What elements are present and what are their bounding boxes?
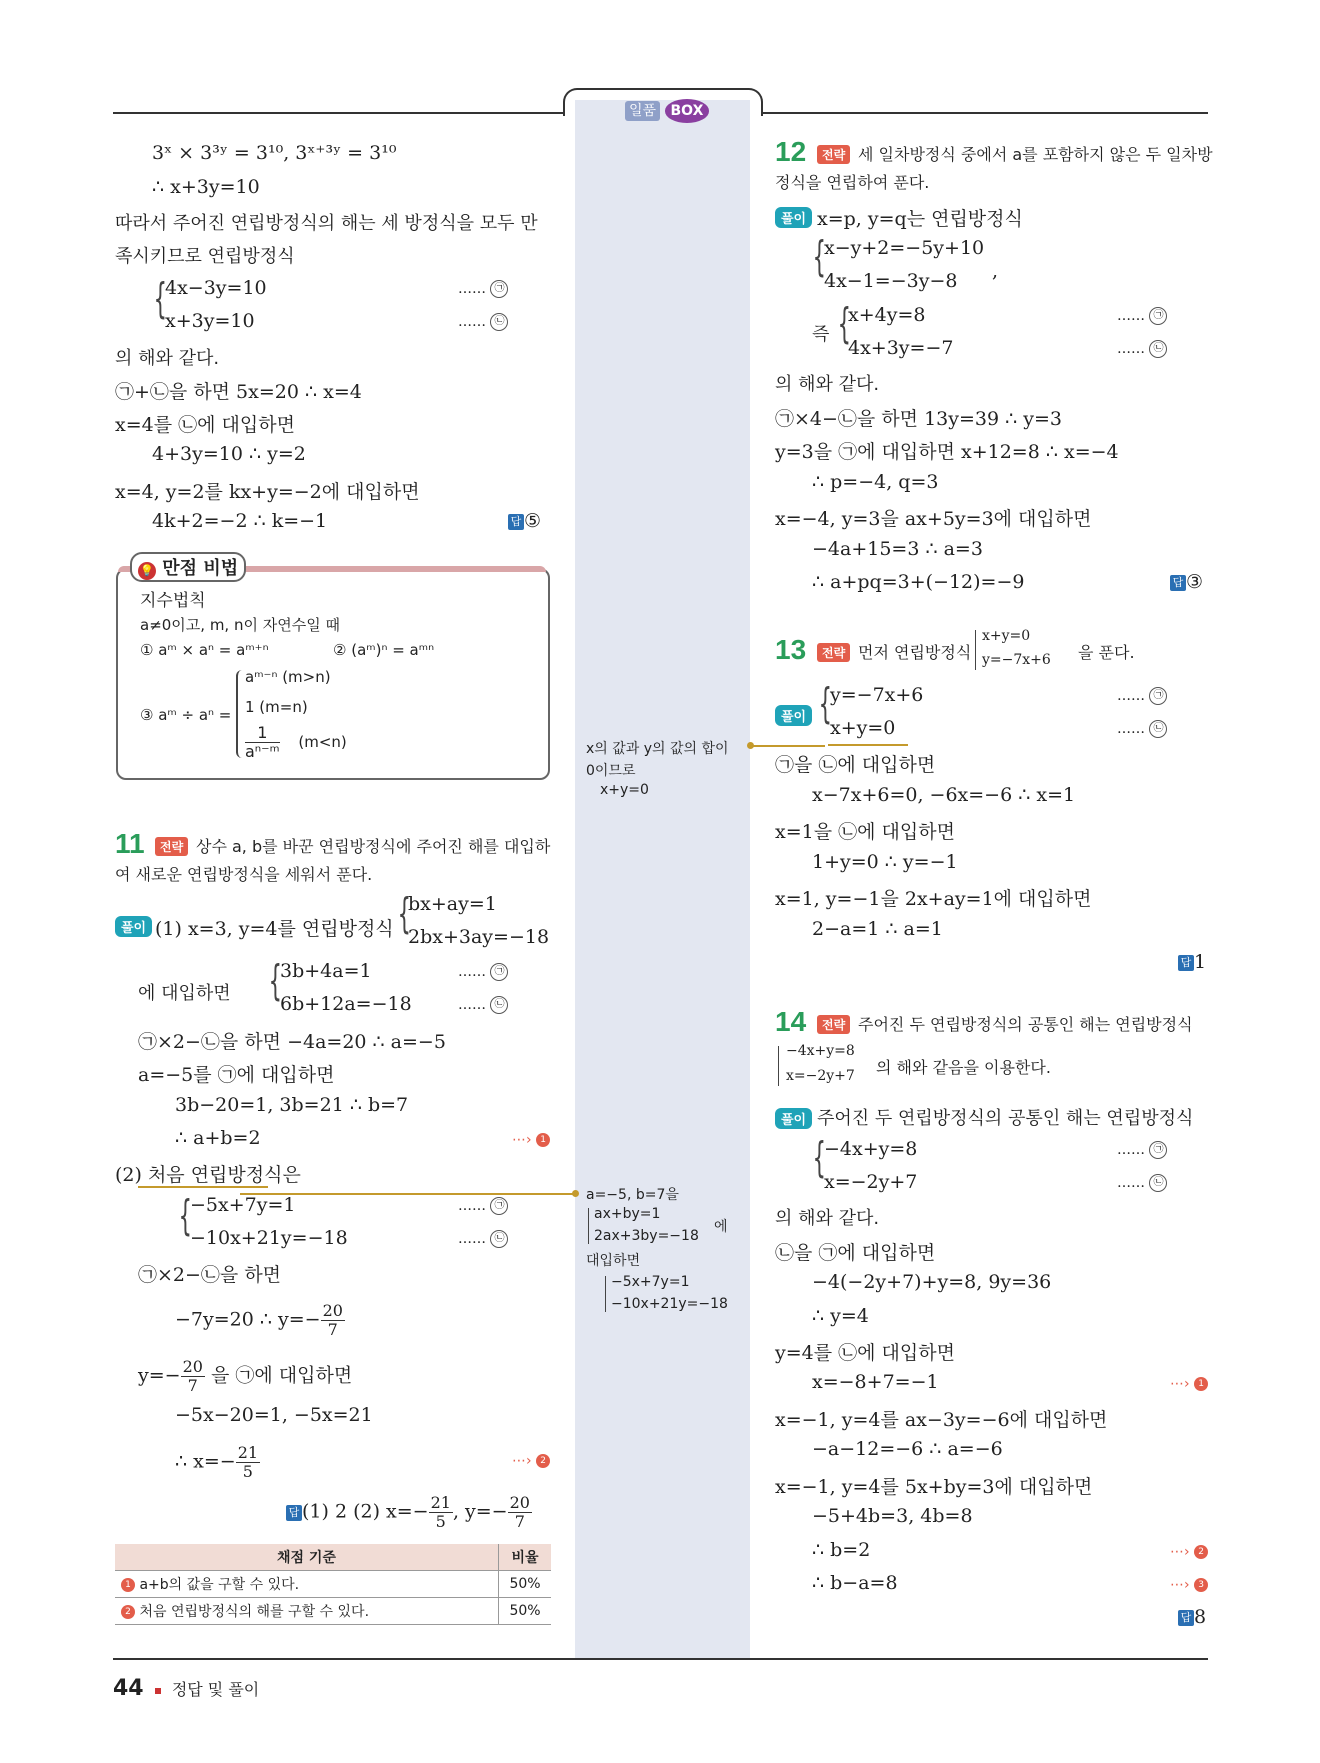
p11-s7: (2) 처음 연립방정식은 bbox=[115, 1164, 301, 1186]
left-line-5: 의 해와 같다. bbox=[115, 348, 220, 369]
strategy-tag-14: 전략 bbox=[817, 1015, 850, 1034]
p11-brace-b: { bbox=[268, 956, 283, 1005]
left-line-6: ㉠+㉡을 하면 5x=20 ∴ x=4 bbox=[115, 381, 362, 403]
grading-table bbox=[115, 1544, 551, 1625]
dots-5: …… ㉠ bbox=[458, 1197, 508, 1215]
brace-1: { bbox=[153, 274, 168, 323]
p11-s12: ∴ x=− $\frac{21}{5}$ bbox=[175, 1443, 259, 1481]
dots-9: …… ㉠ bbox=[1117, 687, 1167, 705]
mid-brace-1 bbox=[588, 1208, 593, 1244]
dots-2: …… ㉡ bbox=[458, 313, 508, 331]
tip-title: 💡 만점 비법 bbox=[130, 552, 246, 582]
p14-s13: ∴ b−a=8 bbox=[812, 1572, 898, 1594]
answer-icon: 답 bbox=[1178, 1610, 1194, 1626]
mid-note-2d2: −10x+21y=−18 bbox=[611, 1296, 728, 1312]
p11-line-1: 상수 a, b를 바꾼 연립방정식에 주어진 해를 대입하 bbox=[196, 837, 551, 856]
p14-s6: y=4를 ㉡에 대입하면 bbox=[775, 1342, 955, 1364]
answer-11: 답 (1) 2 (2) x=− $\frac{21}{5}$ , y=− $\frac{20}{7}$ bbox=[286, 1494, 532, 1531]
p13-brace: { bbox=[818, 679, 833, 728]
problem-13-number: 13 bbox=[775, 634, 807, 665]
solution-tag-11: 풀이 bbox=[115, 916, 152, 937]
p14-s9: −a−12=−6 ∴ a=−6 bbox=[812, 1438, 1003, 1460]
p13-sys1a: y=−7x+6 bbox=[830, 684, 924, 706]
p11-s11: −5x−20=1, −5x=21 bbox=[175, 1404, 373, 1426]
p11-sysA: bx+ay=1 bbox=[408, 893, 497, 915]
p14-mini-brace bbox=[778, 1046, 783, 1086]
grade-row-2: 2 처음 연립방정식의 해를 구할 수 있다. bbox=[115, 1598, 499, 1625]
p13-s6: 2−a=1 ∴ a=1 bbox=[812, 918, 943, 940]
p12-s1: x=p, y=q는 연립방정식 bbox=[817, 208, 1023, 230]
grade-row-1: 1 a+b의 값을 구할 수 있다. bbox=[115, 1571, 499, 1598]
p13-sa: x+y=0 bbox=[982, 628, 1031, 644]
p12-line-1: 세 일차방정식 중에서 a를 포함하지 않은 두 일차방 bbox=[858, 145, 1213, 164]
answer-12: 답 ③ bbox=[1170, 571, 1203, 593]
p14-s5: ∴ y=4 bbox=[812, 1305, 869, 1327]
marker-1: ⋯› 1 bbox=[512, 1132, 550, 1148]
p12-sysA: x−y+2=−5y+10 bbox=[824, 237, 985, 259]
p14-s2: 의 해와 같다. bbox=[775, 1208, 880, 1229]
p11-brace-a: { bbox=[397, 889, 412, 938]
mid-note-1b: 0이므로 bbox=[586, 763, 636, 779]
page-number: 44 bbox=[113, 1676, 144, 1701]
p11-s6: ∴ a+b=2 bbox=[175, 1127, 261, 1149]
footer-title: 정답 및 풀이 bbox=[171, 1680, 260, 1699]
p12-sys2b: 4x+3y=−7 bbox=[848, 337, 954, 359]
p11-s8: ㉠×2−㉡을 하면 bbox=[138, 1264, 282, 1286]
mid-note-2d1: −5x+7y=1 bbox=[611, 1274, 690, 1290]
strategy-tag-13: 전략 bbox=[817, 643, 850, 662]
sys1b: x+3y=10 bbox=[165, 310, 255, 332]
footer bbox=[113, 1676, 259, 1701]
footer-bullet bbox=[155, 1688, 161, 1694]
p14-s3: ㉡을 ㉠에 대입하면 bbox=[775, 1242, 936, 1264]
box-label bbox=[625, 100, 709, 120]
left-line-8: 4+3y=10 ∴ y=2 bbox=[152, 443, 306, 465]
solution-tag-13: 풀이 bbox=[775, 705, 812, 726]
p12-s2: 의 해와 같다. bbox=[775, 374, 880, 395]
dots-12: …… ㉡ bbox=[1117, 1174, 1167, 1192]
connector-2-dot bbox=[572, 1190, 579, 1197]
p14-s11: −5+4b=3, 4b=8 bbox=[812, 1505, 973, 1527]
p11-sys3b: −10x+21y=−18 bbox=[190, 1227, 348, 1249]
p14-line-1: 주어진 두 연립방정식의 공통인 해는 연립방정식 bbox=[858, 1015, 1193, 1034]
marker-2: ⋯› 2 bbox=[512, 1453, 550, 1469]
middle-column bbox=[575, 100, 750, 1658]
p13-s2: x−7x+6=0, −6x=−6 ∴ x=1 bbox=[812, 784, 1076, 806]
p12-brace-b: { bbox=[837, 299, 852, 348]
mid-note-2b3: 에 bbox=[714, 1219, 728, 1235]
marker-14-1: ⋯› 1 bbox=[1170, 1376, 1208, 1392]
answer-icon: 답 bbox=[286, 1505, 302, 1521]
marker-14-2: ⋯› 2 bbox=[1170, 1544, 1208, 1560]
mid-note-1a: x의 값과 y의 값의 합이 bbox=[586, 741, 729, 757]
p12-comma: , bbox=[992, 260, 999, 282]
solution-tag-12: 풀이 bbox=[775, 207, 812, 228]
tip-3a: aᵐ⁻ⁿ (m>n) bbox=[245, 668, 331, 686]
sys1a: 4x−3y=10 bbox=[165, 277, 267, 299]
problem-14-number: 14 bbox=[775, 1006, 807, 1037]
tip-1: a≠0이고, m, n이 자연수일 때 bbox=[140, 616, 340, 634]
p11-sys3a: −5x+7y=1 bbox=[190, 1194, 296, 1216]
strategy-tag-12: 전략 bbox=[817, 145, 850, 164]
mid-brace-2 bbox=[605, 1276, 610, 1312]
tip-2a: ① aᵐ × aⁿ = aᵐ⁺ⁿ bbox=[140, 641, 269, 659]
p13-sys1b: x+y=0 bbox=[830, 717, 896, 739]
answer-icon: 답 bbox=[1178, 955, 1194, 971]
connector-1 bbox=[750, 745, 825, 747]
p13-s1: ㉠을 ㉡에 대입하면 bbox=[775, 754, 936, 776]
p12-s5: ∴ p=−4, q=3 bbox=[812, 471, 939, 493]
p11-sysB: 2bx+3ay=−18 bbox=[408, 926, 550, 948]
left-line-3: 따라서 주어진 연립방정식의 해는 세 방정식을 모두 만 bbox=[115, 213, 538, 234]
dots-1: …… ㉠ bbox=[458, 280, 508, 298]
answer-10: 답 ⑤ bbox=[508, 510, 541, 532]
strategy-tag-11: 전략 bbox=[155, 837, 188, 856]
p12-sysB: 4x−1=−3y−8 bbox=[824, 270, 958, 292]
p11-brace-c: { bbox=[178, 1191, 193, 1240]
mid-note-1c: x+y=0 bbox=[600, 782, 649, 798]
p14-brace: { bbox=[812, 1133, 827, 1182]
tip-3b: 1 (m=n) bbox=[245, 698, 308, 716]
dots-6: …… ㉡ bbox=[458, 1230, 508, 1248]
p13-line-1: 먼저 연립방정식 bbox=[858, 643, 972, 662]
p11-s5: 3b−20=1, 3b=21 ∴ b=7 bbox=[175, 1094, 409, 1116]
p11-s1: (1) x=3, y=4를 연립방정식 bbox=[155, 918, 394, 940]
p12-j: 즉 bbox=[812, 324, 830, 345]
grade-header-ratio: 비율 bbox=[499, 1544, 552, 1571]
solution-tag-14: 풀이 bbox=[775, 1108, 812, 1129]
bulb-icon: 💡 bbox=[138, 562, 156, 580]
p13-s3: x=1을 ㉡에 대입하면 bbox=[775, 821, 955, 843]
footer-rule bbox=[113, 1658, 1208, 1660]
grade-row-1-ratio: 50% bbox=[499, 1571, 552, 1598]
left-line-2: ∴ x+3y=10 bbox=[152, 176, 260, 198]
tip-sub: 지수법칙 bbox=[140, 591, 206, 611]
grade-row-2-ratio: 50% bbox=[499, 1598, 552, 1625]
tip-3: ③ aᵐ ÷ aⁿ = bbox=[140, 706, 232, 724]
left-line-4: 족시키므로 연립방정식 bbox=[115, 246, 295, 267]
p14-s10: x=−1, y=4를 5x+by=3에 대입하면 bbox=[775, 1476, 1093, 1498]
box-label-a: 일품 bbox=[625, 101, 660, 121]
p13-s4: 1+y=0 ∴ y=−1 bbox=[812, 851, 958, 873]
p12-line-2: 정식을 연립하여 푼다. bbox=[775, 173, 930, 192]
p14-s4: −4(−2y+7)+y=8, 9y=36 bbox=[812, 1271, 1052, 1293]
left-line-10: 4k+2=−2 ∴ k=−1 bbox=[152, 510, 328, 532]
p14-sys1b: x=−2y+7 bbox=[824, 1171, 918, 1193]
p11-line-2: 여 새로운 연립방정식을 세워서 푼다. bbox=[115, 865, 373, 884]
p14-s1: 주어진 두 연립방정식의 공통인 해는 연립방정식 bbox=[817, 1108, 1194, 1129]
tip-3c-frac: $\frac{1}{\text{aⁿ⁻ᵐ}}$ bbox=[245, 723, 280, 761]
p14-line-2: 의 해와 같음을 이용한다. bbox=[876, 1058, 1051, 1077]
tip-3c: $\frac{1}{\text{aⁿ⁻ᵐ}}$ (m<n) bbox=[245, 723, 347, 761]
p11-underline bbox=[138, 1186, 268, 1188]
p14-sb: x=−2y+7 bbox=[786, 1068, 855, 1084]
p12-s4: y=3을 ㉠에 대입하면 x+12=8 ∴ x=−4 bbox=[775, 441, 1119, 463]
p11-s2: 에 대입하면 bbox=[138, 983, 231, 1004]
marker-14-3: ⋯› 3 bbox=[1170, 1577, 1208, 1593]
problem-11-number: 11 bbox=[115, 828, 145, 859]
p14-sa: −4x+y=8 bbox=[786, 1043, 855, 1059]
dots-8: …… ㉡ bbox=[1117, 340, 1167, 358]
left-line-7: x=4를 ㉡에 대입하면 bbox=[115, 414, 295, 436]
p11-s10: y=− $\frac{20}{7}$ 을 ㉠에 대입하면 bbox=[138, 1357, 353, 1395]
dots-7: …… ㉠ bbox=[1117, 307, 1167, 325]
p11-s3: ㉠×2−㉡을 하면 −4a=20 ∴ a=−5 bbox=[138, 1031, 446, 1053]
p13-underline bbox=[828, 744, 908, 746]
answer-icon: 답 bbox=[1170, 575, 1186, 591]
p11-s9: −7y=20 ∴ y=− $\frac{20}{7}$ bbox=[175, 1301, 343, 1339]
mid-note-2b2: 2ax+3by=−18 bbox=[594, 1228, 699, 1244]
p13-sb: y=−7x+6 bbox=[982, 652, 1051, 668]
p14-s7: x=−8+7=−1 bbox=[812, 1371, 939, 1393]
p13-s5: x=1, y=−1을 2x+ay=1에 대입하면 bbox=[775, 888, 1092, 910]
p12-s7: −4a+15=3 ∴ a=3 bbox=[812, 538, 983, 560]
p14-sys1a: −4x+y=8 bbox=[824, 1138, 918, 1160]
mid-note-2a: a=−5, b=7을 bbox=[586, 1187, 679, 1203]
p11-sys2b: 6b+12a=−18 bbox=[280, 993, 412, 1015]
p12-s6: x=−4, y=3을 ax+5y=3에 대입하면 bbox=[775, 508, 1092, 530]
dots-10: …… ㉡ bbox=[1117, 720, 1167, 738]
tip-brace bbox=[236, 670, 244, 758]
box-label-b: BOX bbox=[665, 99, 710, 123]
left-line-9: x=4, y=2를 kx+y=−2에 대입하면 bbox=[115, 481, 420, 503]
connector-1-dot bbox=[747, 742, 754, 749]
dots-4: …… ㉡ bbox=[458, 996, 508, 1014]
p13-line-2: 을 푼다. bbox=[1078, 643, 1135, 662]
problem-12-number: 12 bbox=[775, 136, 807, 167]
answer-14: 답 8 bbox=[1178, 1606, 1206, 1628]
tip-2b: ② (aᵐ)ⁿ = aᵐⁿ bbox=[333, 641, 435, 659]
dots-11: …… ㉠ bbox=[1117, 1141, 1167, 1159]
mid-note-2b1: ax+by=1 bbox=[594, 1206, 661, 1222]
left-line-1: 3ˣ × 3³ʸ = 3¹⁰, 3ˣ⁺³ʸ = 3¹⁰ bbox=[152, 142, 397, 164]
p14-s12: ∴ b=2 bbox=[812, 1539, 871, 1561]
grade-header-criteria: 채점 기준 bbox=[115, 1544, 499, 1571]
p12-sys2a: x+4y=8 bbox=[848, 304, 926, 326]
p12-s3: ㉠×4−㉡을 하면 13y=39 ∴ y=3 bbox=[775, 408, 1062, 430]
answer-13: 답 1 bbox=[1178, 951, 1206, 973]
p13-mini-brace bbox=[975, 630, 980, 670]
mid-note-2c: 대입하면 bbox=[586, 1253, 641, 1269]
p12-s8: ∴ a+pq=3+(−12)=−9 bbox=[812, 571, 1025, 593]
answer-icon: 답 bbox=[508, 514, 524, 530]
p11-s4: a=−5를 ㉠에 대입하면 bbox=[138, 1064, 335, 1086]
p14-s8: x=−1, y=4를 ax−3y=−6에 대입하면 bbox=[775, 1409, 1108, 1431]
dots-3: …… ㉠ bbox=[458, 963, 508, 981]
p11-sys2a: 3b+4a=1 bbox=[280, 960, 372, 982]
p12-brace-a: { bbox=[812, 232, 827, 281]
